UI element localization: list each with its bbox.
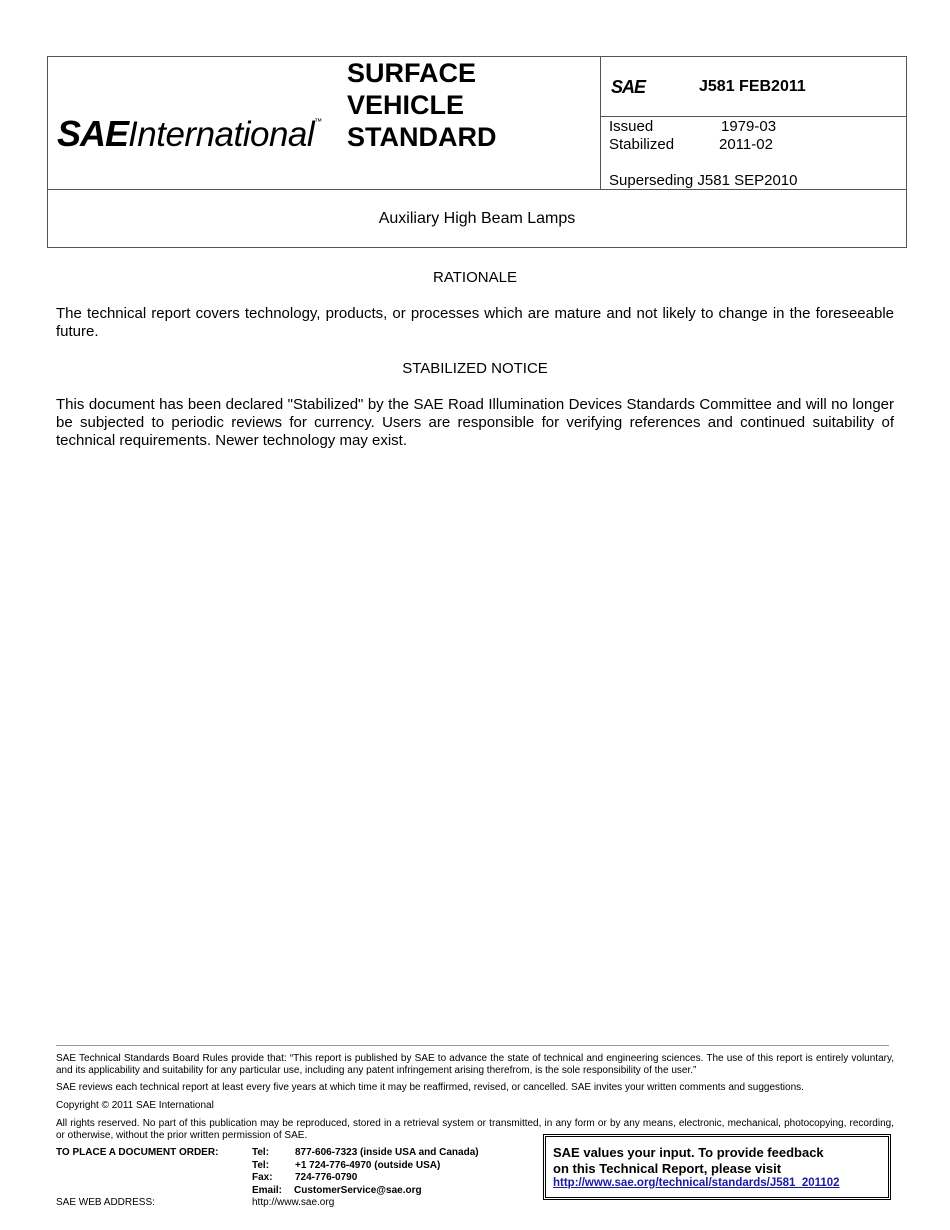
standard-title-line-3: STANDARD [347,122,497,152]
rationale-text: The technical report covers technology, products, or processes which are mature and not likely to change in the foreseeable future. [56,305,894,340]
feedback-line-2: on this Technical Report, please visit [553,1161,782,1176]
contact-label: Tel: [252,1160,270,1171]
feedback-box [543,1134,891,1200]
document-title: Auxiliary High Beam Lamps [378,210,576,227]
logo-trademark: ™ [314,117,323,126]
issued-label: Issued [609,118,654,135]
stabilized-notice-text: This document has been declared "Stabilized" by the SAE Road Illumination Devices Standards Committee and will no longer be subjected to periodic reviews for currency. Users are responsible for verifying references and continued suitability of technical requirements. Newer technology may exist. [56,396,894,449]
board-rules-text: SAE Technical Standards Board Rules provide that: “This report is published by SAE to advance the state of technical and engineering sciences. The use of this report is entirely voluntary, and its applicability and suitability for any particular use, including any patent infringement arising therefrom, is the sole responsibility of the user.” [56,1053,894,1076]
document-id: J581 FEB2011 [699,78,806,95]
logo-sae: SAE [57,113,129,154]
contact-label: Tel: [252,1147,270,1158]
header-divider [47,189,907,190]
sae-international-logo [57,113,322,157]
stabilized-notice-heading: STABILIZED NOTICE [402,360,548,377]
contact-value: CustomerService@sae.org [294,1185,422,1196]
stabilized-value: 2011-02 [719,136,773,153]
contact-label: Email: [252,1185,283,1196]
footer-rule [56,1045,889,1046]
header-divider [600,56,601,189]
contact-value: +1 724-776-4970 (outside USA) [295,1160,441,1171]
feedback-link[interactable]: http://www.sae.org/technical/standards/J581_201102 [553,1177,840,1189]
copyright-text: Copyright © 2011 SAE International [56,1100,214,1111]
review-text: SAE reviews each technical report at least every five years at which time it may be reaffirmed, revised, or cancelled. SAE invites your written comments and suggestions. [56,1082,804,1093]
feedback-line-1: SAE values your input. To provide feedback [553,1145,824,1160]
issued-value: 1979-03 [721,118,777,135]
logo-international: International [128,115,315,154]
rationale-heading: RATIONALE [433,269,517,286]
web-address-label: SAE WEB ADDRESS: [56,1197,155,1208]
stabilized-label: Stabilized [609,136,675,153]
rights-text: All rights reserved. No part of this publication may be reproduced, stored in a retrieval system or transmitted, in any form or by any means, electronic, mechanical, photocopying, recording, or otherwise, without the prior written permission of SAE. [56,1118,894,1141]
standard-title-line-2: VEHICLE [347,90,465,120]
standard-title-line-1: SURFACE [347,58,477,88]
contact-value: 724-776-0790 [295,1172,358,1183]
sae-mini-logo: SAE [611,77,646,97]
contact-label: Fax: [252,1172,273,1183]
web-address-value[interactable]: http://www.sae.org [252,1197,335,1208]
contact-value: 877-606-7323 (inside USA and Canada) [295,1147,479,1158]
order-label: TO PLACE A DOCUMENT ORDER: [56,1147,219,1158]
header-divider [600,116,907,117]
superseding-note: Superseding J581 SEP2010 [609,172,798,189]
